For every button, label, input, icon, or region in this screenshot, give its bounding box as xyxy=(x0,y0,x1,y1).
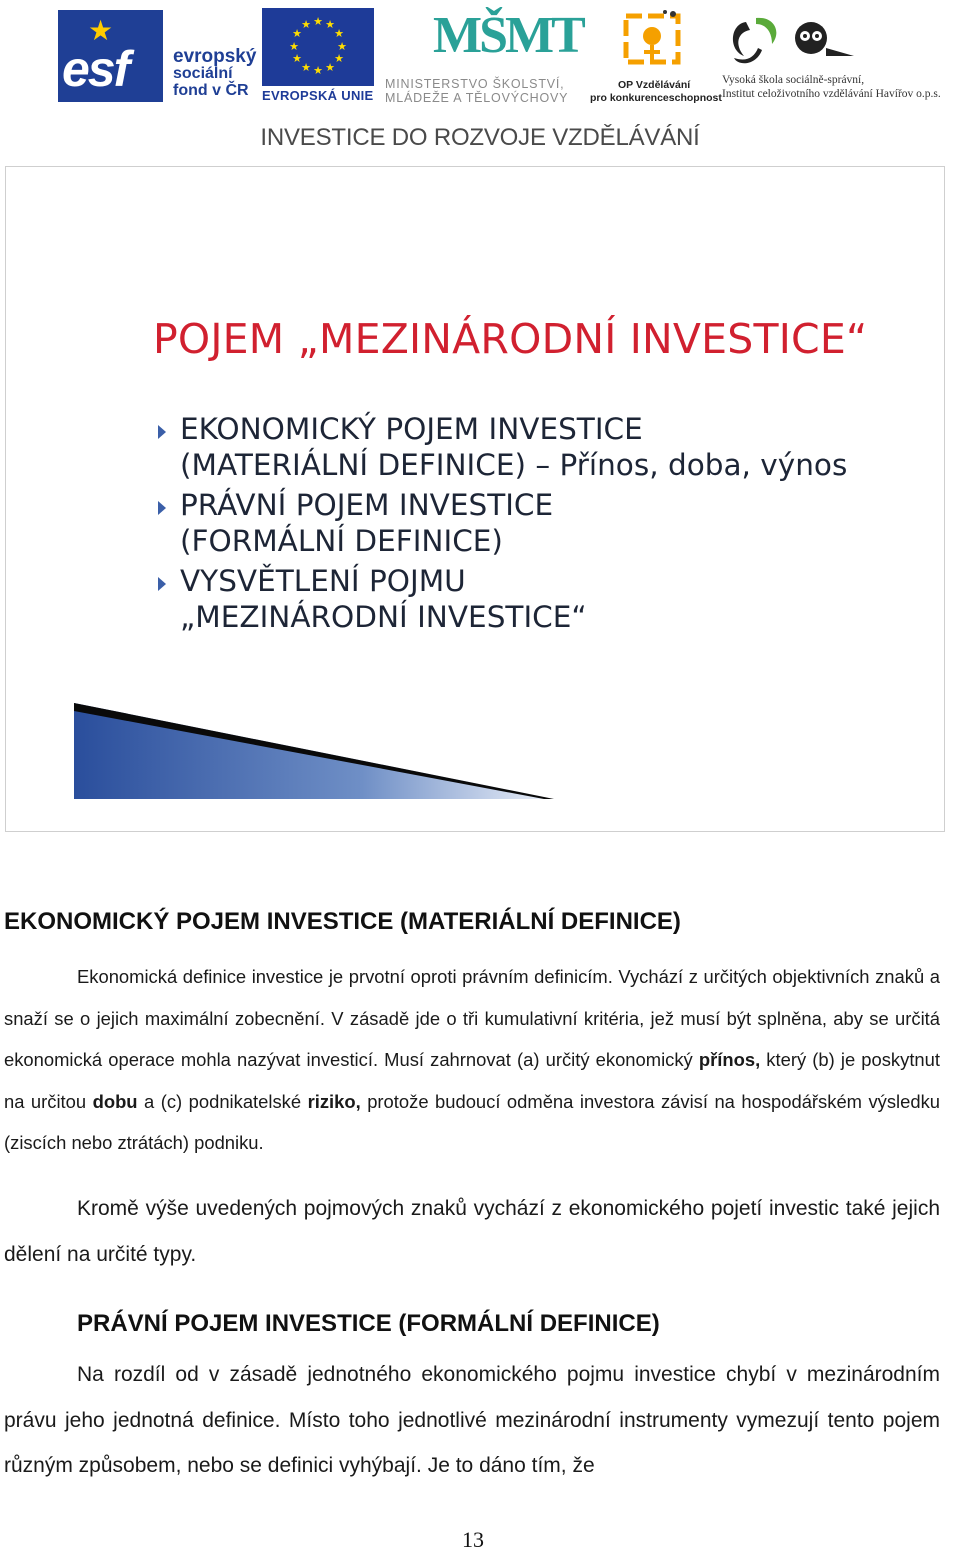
triangle-bullet-icon xyxy=(158,425,166,439)
paragraph xyxy=(4,1352,940,1489)
bold-term: riziko, xyxy=(307,1090,361,1112)
op-line-2: pro konkurenceschopnost xyxy=(590,92,722,104)
bold-term: dobu xyxy=(92,1090,138,1112)
section-heading-legal: PRÁVNÍ POJEM INVESTICE (FORMÁLNÍ DEFINICE) xyxy=(77,1310,660,1337)
svg-text:★: ★ xyxy=(292,27,302,40)
msmt-line-1: MINISTERSTVO ŠKOLSTVÍ, xyxy=(385,77,565,91)
esf-line-3: fond v ČR xyxy=(173,82,249,99)
svg-text:★: ★ xyxy=(313,15,323,28)
slide-decoration-wedge xyxy=(74,703,554,803)
section-heading-economic: EKONOMICKÝ POJEM INVESTICE (MATERIÁLNÍ DEFINICE) xyxy=(4,908,681,935)
slide-bullet-item xyxy=(158,487,847,559)
paragraph xyxy=(4,1186,940,1278)
vs-logo xyxy=(722,10,960,106)
svg-text:★: ★ xyxy=(325,18,335,31)
slide-bullet-item xyxy=(158,411,847,483)
slide-bullet-line: „MEZINÁRODNÍ INVESTICE“ xyxy=(180,600,587,634)
svg-text:★: ★ xyxy=(289,40,299,53)
text-run: který (b) je poskytnut na určitou xyxy=(4,1049,940,1112)
svg-text:★: ★ xyxy=(325,61,335,74)
msmt-logo xyxy=(385,6,585,106)
op-line-1: OP Vzdělávání xyxy=(618,79,691,91)
slide-bullet-line: EKONOMICKÝ POJEM INVESTICE xyxy=(180,412,643,446)
esf-logo-letters: esf xyxy=(62,41,129,97)
eu-stars-icon xyxy=(262,8,374,86)
msmt-line-2: MLÁDEŽE A TĚLOVÝCHOVY xyxy=(385,91,569,105)
esf-logo-mark xyxy=(58,10,163,102)
eu-flag xyxy=(262,8,374,86)
triangle-bullet-icon xyxy=(158,577,166,591)
slide-title: POJEM „MEZINÁRODNÍ INVESTICE“ xyxy=(153,315,868,363)
star-icon: ★ xyxy=(88,14,114,47)
slide-bullet-line: PRÁVNÍ POJEM INVESTICE xyxy=(180,488,554,522)
svg-text:★: ★ xyxy=(292,52,302,65)
slide-bullet-line: (FORMÁLNÍ DEFINICE) xyxy=(180,524,503,558)
svg-text:★: ★ xyxy=(313,64,323,77)
op-logo xyxy=(588,6,722,106)
triangle-bullet-icon xyxy=(158,501,166,515)
svg-text:★: ★ xyxy=(301,61,311,74)
text-run: Kromě výše uvedených pojmových znaků vychází z ekonomického pojetí investic také jejich dělení na určité typy. xyxy=(4,1197,940,1266)
slide-bullet-line: VYSVĚTLENÍ POJMU xyxy=(180,564,466,598)
esf-line-2: sociální xyxy=(173,65,233,82)
vs-line-2: Institut celoživotního vzdělávání Havířov o.p.s. xyxy=(722,88,941,100)
slide-bullet-list xyxy=(158,411,847,639)
eu-caption: EVROPSKÁ UNIE xyxy=(262,88,374,103)
page-number: 13 xyxy=(462,1527,484,1552)
owl-logo-icon xyxy=(726,10,856,70)
svg-text:★: ★ xyxy=(301,18,311,31)
esf-logo xyxy=(58,8,257,104)
svg-text:★: ★ xyxy=(334,27,344,40)
bold-term: přínos, xyxy=(698,1049,761,1070)
text-run: Na rozdíl od v zásadě jednotného ekonomického pojmu investice chybí v mezinárodním právu jeho jednotná definice. Místo toho jednotlivé mezinárodní instrumenty vymezují tento pojem různým způsobem, nebo se definici vyhýbají. Je to dáno tím, že xyxy=(4,1363,940,1477)
text-run: a (c) podnikatelské xyxy=(137,1090,308,1112)
slide-bullet-item xyxy=(158,563,847,635)
vs-line-1: Vysoká škola sociálně-správní, xyxy=(722,74,865,86)
paragraph xyxy=(4,956,940,1164)
text-run: protože budoucí odměna investora závisí na hospodářském výsledku (ziscích nebo ztrátách) podniku. xyxy=(4,1090,941,1153)
project-tagline: INVESTICE DO ROZVOJE VZDĚLÁVÁNÍ xyxy=(260,124,700,151)
esf-line-1: evropský xyxy=(173,46,257,67)
esf-logo-text xyxy=(173,48,256,99)
slide-bullet-line: (MATERIÁLNÍ DEFINICE) – Přínos, doba, výnos xyxy=(180,448,848,482)
op-logo-mark-icon xyxy=(618,8,688,72)
presentation-slide xyxy=(5,166,945,832)
msmt-logo-mark: MŠMT xyxy=(433,7,583,64)
text-run: Ekonomická definice investice je prvotní oproti právním definicím. Vychází z určitých objektivních znaků a snaží se o jejich maximální zobecnění. V zásadě jde o tři kumulativní kritéria, jež musí být splněna, aby se určitá ekonomická operace mohla nazývat investicí. Musí zahrnovat (a) určitý ekonomický xyxy=(4,966,940,1070)
svg-text:★: ★ xyxy=(334,52,344,65)
eu-logo xyxy=(262,8,377,104)
svg-text:★: ★ xyxy=(337,40,347,53)
header-logo-strip xyxy=(0,0,960,160)
